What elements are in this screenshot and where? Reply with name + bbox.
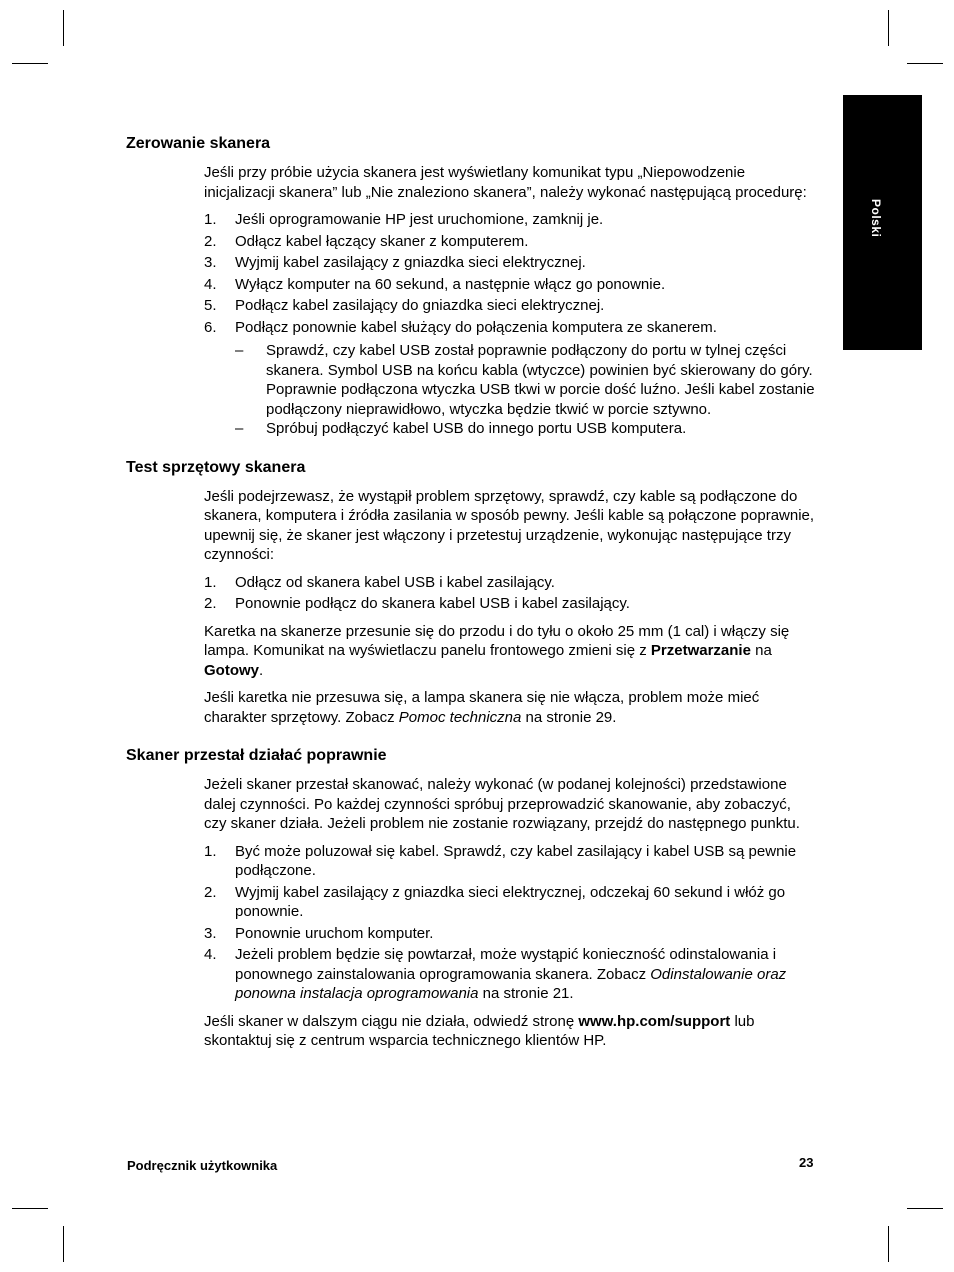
text-run: na: [750, 642, 772, 659]
text-run: .: [259, 661, 264, 679]
step-text: Ponownie podłącz do skanera kabel USB i kabel zasilający.: [235, 595, 630, 612]
step-number: 1.: [204, 211, 217, 228]
step-number: 4.: [204, 275, 217, 293]
page-content: [126, 133, 816, 1069]
paragraph: [204, 622, 816, 681]
list-item: [204, 945, 816, 1004]
crop-mark: [63, 1226, 64, 1262]
bold-term: Gotowy: [204, 661, 259, 679]
list-item: [204, 318, 816, 439]
list-item: [204, 275, 816, 295]
crop-mark: [63, 10, 64, 46]
text-run: na stronie 21.: [478, 985, 574, 1002]
list-item: [204, 296, 816, 316]
paragraph: [204, 688, 816, 727]
step-number: 4.: [204, 946, 217, 963]
section-body: [204, 163, 816, 439]
step-text: Podłącz kabel zasilający do gniazdka sieci elektrycznej.: [235, 297, 605, 314]
step-number: 2.: [204, 595, 217, 612]
text-run: na stronie 29.: [521, 708, 617, 726]
substep-text: Sprawdź, czy kabel USB został poprawnie podłączony do portu w tylnej części skanera. Symbol USB na końcu kabla (wtyczce) powinien być skierowany do góry. Poprawnie podłączona wtyczka USB tkwi w porcie dość luźno. Jeśli kabel zostanie podłączony nieprawidłowo, wtyczka będzie tkwić w porcie sztywno.: [266, 342, 815, 418]
steps-list: [204, 842, 816, 1004]
list-item: [204, 924, 816, 944]
language-tab: [843, 95, 922, 350]
dash-mark: –: [235, 342, 244, 359]
paragraph: Jeżeli skaner przestał skanować, należy wykonać (w podanej kolejności) przedstawione dalej czynności. Po każdej czynności spróbuj przeprowadzić skanowanie, aby zobaczyć, czy skaner działa. Jeżeli problem nie zostanie rozwiązany, przejdź do następnego punktu.: [204, 776, 800, 832]
substeps-list: [235, 341, 816, 439]
step-text: Odłącz od skanera kabel USB i kabel zasilający.: [235, 573, 555, 591]
step-text: Wyjmij kabel zasilający z gniazdka sieci elektrycznej, odczekaj 60 sekund i włóż go ponownie.: [235, 883, 786, 920]
step-text: [235, 945, 816, 1004]
step-number: 2.: [204, 232, 217, 250]
step-number: 1.: [204, 573, 217, 591]
bold-term: Przetwarzanie: [650, 642, 751, 659]
section-scanner-stopped: [126, 745, 816, 1051]
text-run: Jeśli skaner w dalszym ciągu nie działa, odwiedź stronę: [204, 1012, 579, 1030]
section-body: [204, 775, 816, 1051]
crop-mark: [907, 1208, 943, 1209]
cross-reference: Odinstalowanie oraz ponowna instalacja oprogramowania: [235, 965, 787, 1002]
steps-list: [204, 210, 816, 439]
step-number: 3.: [204, 254, 217, 271]
step-number: 5.: [204, 297, 217, 314]
crop-mark: [888, 1226, 889, 1262]
list-item: [204, 594, 816, 614]
section-reset-scanner: [126, 133, 816, 439]
crop-mark: [907, 63, 943, 64]
section-title: Zerowanie skanera: [126, 135, 271, 152]
step-number: 6.: [204, 318, 217, 336]
crop-mark: [12, 63, 48, 64]
step-text: Odłącz kabel łączący skaner z komputerem.: [235, 232, 529, 250]
step-text: Być może poluzował się kabel. Sprawdź, czy kabel zasilający i kabel USB są pewnie podłączone.: [235, 842, 797, 879]
step-text: Podłącz ponownie kabel służący do połączenia komputera ze skanerem.: [235, 318, 717, 336]
text-run: Karetka na skanerze przesunie się do przodu i do tyłu o około 25 mm (1 cal) i włączy się lampa. Komunikat na wyświetlaczu panelu frontowego zmieni się z: [204, 622, 790, 659]
cross-reference: Pomoc techniczna: [398, 708, 522, 726]
list-item: [235, 419, 816, 439]
step-number: 2.: [204, 883, 217, 901]
paragraph: Jeśli podejrzewasz, że wystąpił problem sprzętowy, sprawdź, czy kable są podłączone do skanera, komputera i źródła zasilania w sposób pewny. Jeśli kable są połączone poprawnie, upewnij się, że skaner jest włączony i przetestuj urządzenie, wykonując następujące trzy czynności:: [204, 487, 815, 563]
list-item: [204, 210, 816, 230]
section-title: Test sprzętowy skanera: [126, 458, 306, 476]
step-number: 3.: [204, 924, 217, 942]
dash-mark: –: [235, 420, 244, 437]
steps-list: [204, 573, 816, 614]
crop-mark: [12, 1208, 48, 1209]
footer-title: Podręcznik użytkownika: [127, 1158, 278, 1173]
step-text: Wyłącz komputer na 60 sekund, a następnie włącz go ponownie.: [235, 275, 666, 293]
list-item: [204, 253, 816, 273]
list-item: [204, 883, 816, 922]
page-number: 23: [799, 1155, 814, 1170]
step-text: Wyjmij kabel zasilający z gniazdka sieci elektrycznej.: [235, 254, 586, 271]
text-run: Jeśli karetka nie przesuwa się, a lampa skanera się nie włącza, problem może mieć charakter sprzętowy. Zobacz: [204, 689, 760, 726]
crop-mark: [888, 10, 889, 46]
section-body: [204, 487, 816, 728]
language-tab-label: Polski: [869, 199, 883, 238]
paragraph: [204, 1012, 816, 1051]
substep-text: Spróbuj podłączyć kabel USB do innego portu USB komputera.: [266, 420, 687, 437]
list-item: [204, 842, 816, 881]
list-item: [204, 573, 816, 593]
text-run: lub skontaktuj się z centrum wsparcia technicznego klientów HP.: [204, 1012, 755, 1049]
paragraph: Jeśli przy próbie użycia skanera jest wyświetlany komunikat typu „Niepowodzenie inicjalizacji skanera” lub „Nie znaleziono skanera”, należy wykonać następującą procedurę:: [204, 164, 807, 201]
list-item: [235, 341, 816, 419]
section-title: Skaner przestał działać poprawnie: [126, 747, 387, 764]
section-hardware-test: [126, 457, 816, 728]
step-text: Ponownie uruchom komputer.: [235, 924, 434, 942]
text-run: Jeżeli problem będzie się powtarzał, może wystąpić konieczność odinstalowania i ponownego zainstalowania oprogramowania skanera. Zobacz: [235, 946, 777, 983]
step-number: 1.: [204, 842, 217, 860]
step-text: Jeśli oprogramowanie HP jest uruchomione, zamknij je.: [235, 211, 604, 228]
step-content: [235, 318, 816, 439]
support-url[interactable]: www.hp.com/support: [578, 1012, 731, 1030]
list-item: [204, 232, 816, 252]
